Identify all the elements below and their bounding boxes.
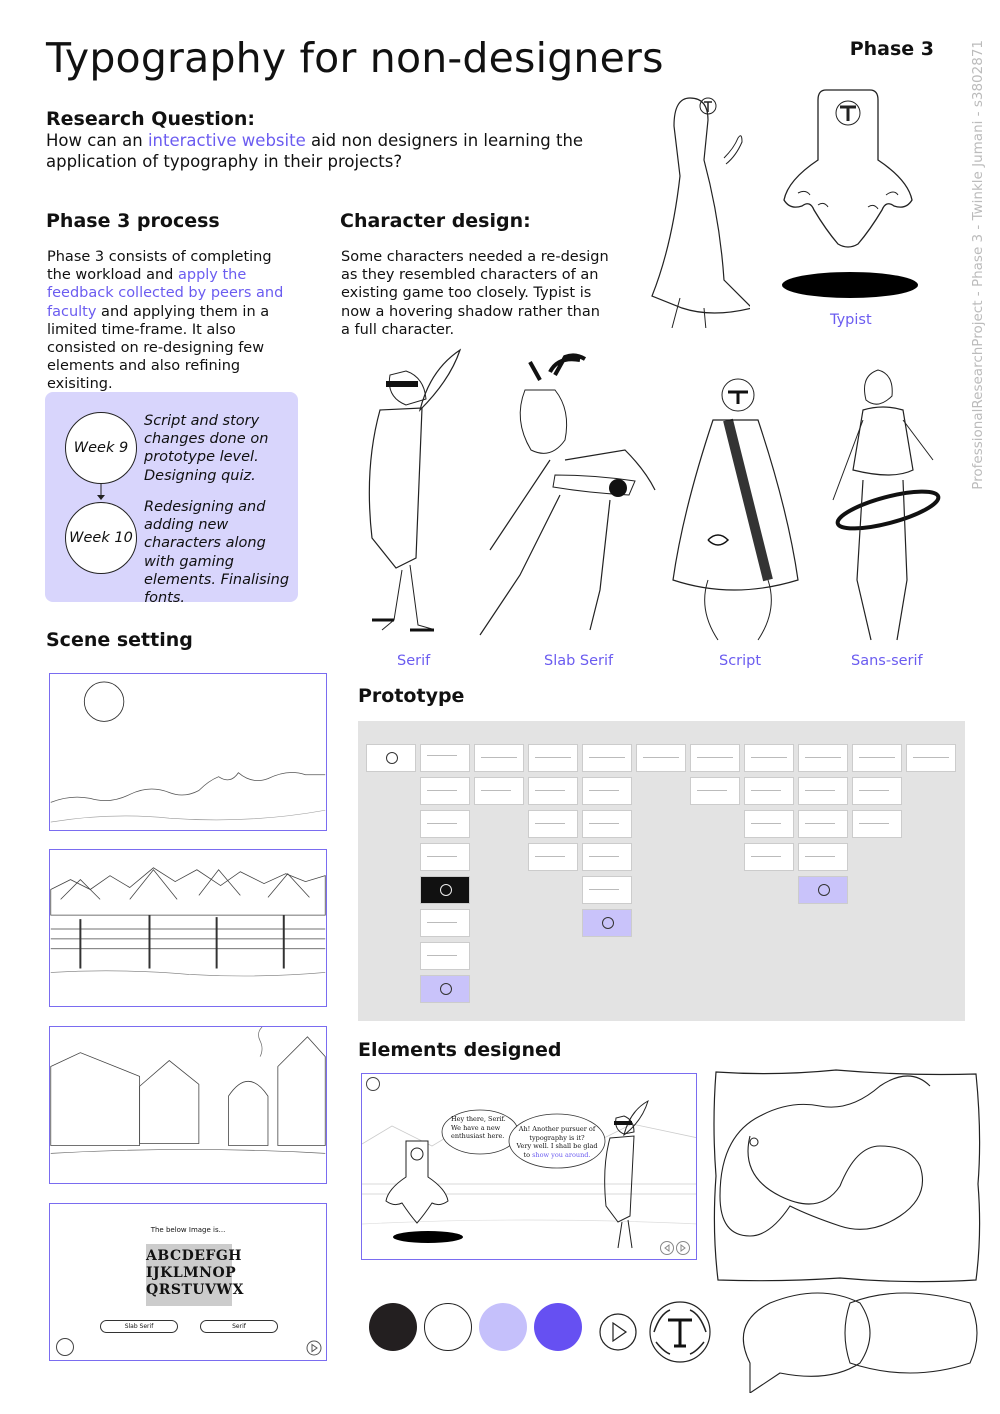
- process-text-a: Phase 3 consists of completing the workload and: [47, 249, 272, 284]
- bubble-1-line-3: enthusiast here.: [451, 1132, 505, 1140]
- proto-thumb: [420, 942, 470, 970]
- bubble-1-line-2: We have a new: [451, 1123, 501, 1132]
- scene-2-village-fence: [49, 849, 327, 1007]
- proto-thumb: [528, 843, 578, 871]
- proto-thumb: [744, 744, 794, 772]
- proto-thumb: [420, 909, 470, 937]
- typist-shadow: [782, 271, 919, 299]
- prototype-board: [358, 721, 965, 1021]
- page-title: Typography for non-designers: [46, 34, 664, 82]
- label-script: Script: [719, 653, 762, 669]
- week-9-circle: Week 9: [65, 412, 137, 484]
- character-heading: Character design:: [340, 210, 531, 232]
- research-text: [46, 130, 606, 172]
- proto-thumb: [420, 744, 470, 772]
- proto-thumb: [474, 744, 524, 772]
- proto-thumb: [852, 744, 902, 772]
- side-credit-text: ProfessionalResearchProject - Phase 3 - Twinkle Jumani - s3802871: [970, 40, 986, 490]
- logo-emblem-icon: [646, 1298, 714, 1366]
- serif-character-illustration: [350, 345, 475, 645]
- proto-thumb: [798, 843, 848, 871]
- process-text: [47, 248, 297, 394]
- research-text-a: How can an: [46, 131, 148, 150]
- slab-serif-character-illustration: [470, 350, 670, 645]
- quiz-prompt: The below Image is...: [150, 1226, 226, 1234]
- scene-heading: Scene setting: [46, 629, 193, 651]
- quiz-option-slab-serif[interactable]: Slab Serif: [100, 1320, 178, 1333]
- proto-thumb: [582, 777, 632, 805]
- proto-thumb: [690, 744, 740, 772]
- proto-thumb: [366, 744, 416, 772]
- week-10-circle: Week 10: [65, 502, 137, 574]
- process-heading: Phase 3 process: [46, 210, 220, 232]
- typist-robe-illustration: [778, 85, 918, 255]
- bubble-2-line-4: [512, 1151, 602, 1160]
- proto-thumb: [582, 909, 632, 937]
- proto-thumb: [528, 777, 578, 805]
- play-button-icon[interactable]: [598, 1312, 638, 1352]
- swatch-purple: [534, 1303, 582, 1351]
- proto-thumb: [582, 876, 632, 904]
- proto-thumb: [798, 810, 848, 838]
- proto-thumb: [420, 843, 470, 871]
- scene-1-drawing: [50, 674, 326, 830]
- proto-thumb: [852, 777, 902, 805]
- bubble-2-line-3: Very well. I shall be glad: [516, 1142, 598, 1150]
- map-scroll-illustration: [710, 1066, 985, 1286]
- bubble-2-line-2: typography is it?: [529, 1133, 585, 1142]
- proto-thumb: [528, 810, 578, 838]
- elements-heading: Elements designed: [358, 1039, 562, 1061]
- proto-thumb: [582, 744, 632, 772]
- bubble-1-line-1: Hey there, Serif.: [451, 1115, 506, 1123]
- script-character-illustration: [668, 370, 806, 645]
- week-9-text: Script and story changes done on prototype level. Designing quiz.: [144, 413, 269, 484]
- typist-label: Typist: [830, 312, 872, 328]
- swatch-black: [369, 1303, 417, 1351]
- logo-icon: [366, 1077, 380, 1091]
- quiz-letters-3: QRSTUVWX: [146, 1282, 245, 1298]
- bubble-2-highlight: show you around.: [532, 1150, 591, 1159]
- proto-thumb: [744, 843, 794, 871]
- proto-thumb: [582, 843, 632, 871]
- research-highlight: interactive website: [147, 131, 306, 150]
- character-text: Some characters needed a re-design as they resembled characters of an existing game too closely. Typist is now a hovering shadow rather than a full character.: [341, 249, 609, 338]
- side-credit: [964, 40, 986, 490]
- bubble-1-text: [451, 1115, 506, 1141]
- swatch-light-purple: [479, 1303, 527, 1351]
- proto-thumb: [798, 876, 848, 904]
- play-icon[interactable]: [306, 1340, 327, 1361]
- speech-bubble-shapes: [730, 1283, 985, 1393]
- quiz-image: [146, 1244, 245, 1306]
- label-serif: Serif: [397, 653, 431, 669]
- timeline-panel: [45, 392, 298, 607]
- week-10-text: Redesigning and adding new characters along with gaming elements. Finalising fonts.: [144, 499, 290, 607]
- proto-thumb: [420, 876, 470, 904]
- quiz-letters-1: ABCDEFGH: [146, 1248, 243, 1264]
- research-text-b: aid non designers in learning the application of typography in their projects?: [46, 131, 584, 171]
- quiz-letters-2: IJKLMNOP: [146, 1265, 237, 1281]
- proto-thumb: [906, 744, 956, 772]
- proto-thumb: [420, 777, 470, 805]
- swatch-white: [424, 1303, 472, 1351]
- logo-icon: [56, 1338, 74, 1356]
- proto-thumb: [798, 744, 848, 772]
- scene-3-village-houses: [49, 1026, 327, 1184]
- serif-character-small: [598, 1096, 658, 1256]
- proto-thumb: [690, 777, 740, 805]
- scene-3-drawing: [50, 1027, 326, 1183]
- research-heading: Research Question:: [46, 108, 255, 130]
- proto-thumb: [420, 810, 470, 838]
- nav-arrows-icon[interactable]: [659, 1240, 693, 1256]
- proto-thumb: [420, 975, 470, 1003]
- quiz-option-serif[interactable]: Serif: [200, 1320, 278, 1333]
- proto-thumb: [636, 744, 686, 772]
- process-text-b: and applying them in a limited time-frame. It also consisted on re-designing few elements and also refining exisiting.: [47, 303, 270, 393]
- sans-serif-character-illustration: [818, 365, 948, 645]
- old-typist-illustration: [620, 88, 750, 328]
- timeline-arrow-icon: [95, 484, 107, 502]
- bubble-2-line-1: Ah! Another pursuer of: [518, 1125, 596, 1133]
- proto-thumb: [744, 810, 794, 838]
- scene-1-landscape: [49, 673, 327, 831]
- proto-thumb: [798, 777, 848, 805]
- phase-label: Phase 3: [849, 38, 934, 60]
- scene-4-quiz-screen: [49, 1203, 327, 1361]
- proto-thumb: [474, 777, 524, 805]
- label-slab-serif: Slab Serif: [544, 653, 614, 669]
- label-sans-serif: Sans-serif: [851, 653, 923, 669]
- bubble-2-text: [512, 1125, 602, 1159]
- prototype-heading: Prototype: [358, 685, 465, 707]
- dialogue-scene: [361, 1073, 697, 1260]
- proto-thumb: [852, 810, 902, 838]
- process-highlight: apply the feedback collected by peers and faculty: [47, 267, 284, 320]
- typist-shadow-small: [392, 1230, 464, 1244]
- proto-thumb: [582, 810, 632, 838]
- scene-2-drawing: [50, 850, 326, 1006]
- proto-thumb: [744, 777, 794, 805]
- proto-thumb: [528, 744, 578, 772]
- bubble-2-line-4-a: to: [523, 1150, 533, 1159]
